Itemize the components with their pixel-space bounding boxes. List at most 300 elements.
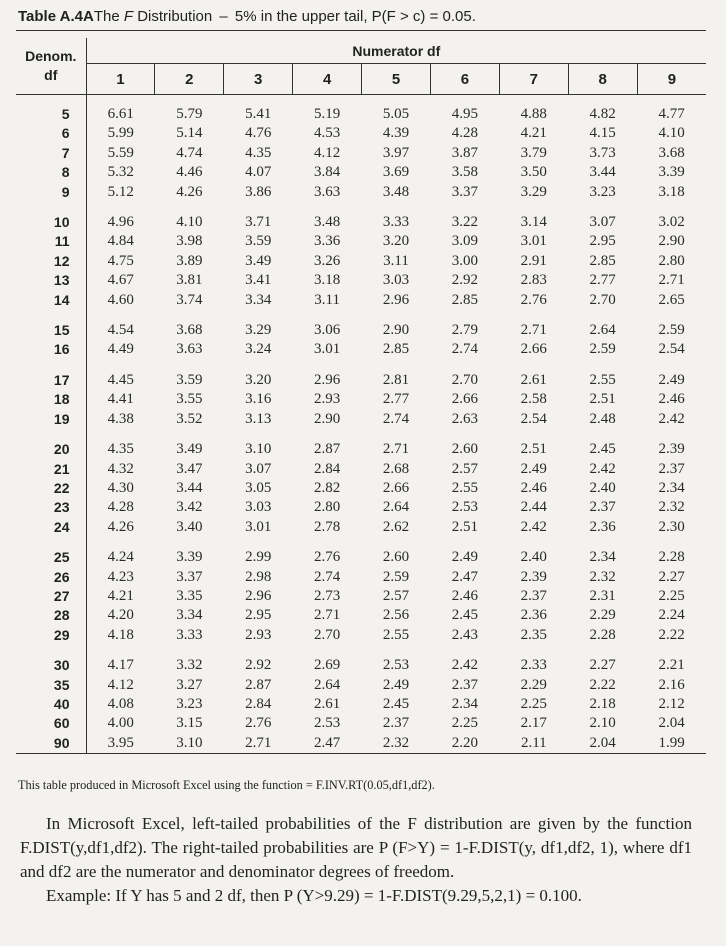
critical-value-cell: 2.98 [245,568,272,585]
critical-value-cell: 2.65 [658,291,685,308]
title-text-a: The [93,8,124,25]
table-row [16,124,706,143]
critical-value-cell: 2.45 [451,607,479,624]
critical-value-cell: 2.90 [313,410,341,427]
critical-value-cell: 2.04 [589,734,616,751]
critical-value-cell: 2.36 [589,518,616,535]
critical-value-cell: 2.25 [451,715,479,732]
numerator-df-col-6: 6 [430,64,499,95]
critical-value-cell: 4.12 [107,676,134,693]
denom-df-cell: 29 [16,626,86,645]
denom-df-cell: 28 [16,606,86,625]
f-distribution-table [16,38,706,756]
critical-value-cell: 4.35 [245,144,272,161]
critical-value-cell: 2.90 [382,322,410,339]
critical-value-cell: 2.42 [658,410,685,427]
denom-df-cell: 19 [16,410,86,429]
critical-value-cell: 2.59 [382,568,410,585]
critical-value-cell: 3.89 [176,252,203,269]
critical-value-cell: 2.40 [589,479,616,496]
table-row [16,695,706,714]
critical-value-cell: 2.70 [589,291,616,308]
critical-value-cell: 2.77 [589,272,616,289]
critical-value-cell: 3.42 [176,499,203,516]
critical-value-cell: 2.58 [520,391,547,408]
critical-value-cell: 2.27 [658,568,685,585]
critical-value-cell: 2.11 [520,734,547,751]
critical-value-cell: 5.79 [176,106,203,122]
critical-value-cell: 2.74 [451,341,479,358]
critical-value-cell: 3.63 [176,341,203,358]
denom-df-cell: 9 [16,183,86,202]
denom-df-cell: 10 [16,213,86,232]
critical-value-cell: 4.67 [107,272,134,289]
critical-value-cell: 4.26 [107,518,134,535]
critical-value-cell: 2.76 [520,291,547,308]
critical-value-cell: 3.20 [382,233,410,250]
table-row [16,498,706,517]
critical-value-cell: 2.85 [382,341,410,358]
critical-value-cell: 2.66 [520,341,547,358]
numerator-df-header: Numerator df [352,42,441,59]
critical-value-cell: 3.22 [451,214,479,231]
critical-value-cell: 3.97 [382,144,410,161]
critical-value-cell: 2.70 [313,626,341,643]
critical-value-cell: 3.95 [107,734,134,751]
critical-value-cell: 2.87 [245,676,272,693]
critical-value-cell: 2.18 [589,695,616,712]
critical-value-cell: 3.01 [245,518,272,535]
critical-value-cell: 3.23 [176,695,203,712]
critical-value-cell: 3.06 [313,322,341,339]
critical-value-cell: 2.61 [520,371,547,388]
critical-value-cell: 2.29 [520,676,547,693]
table-row [16,518,706,537]
critical-value-cell: 4.96 [107,214,134,231]
table-label: Table A.4A [18,8,94,25]
denom-df-cell: 27 [16,587,86,606]
critical-value-cell: 2.96 [313,371,341,388]
critical-value-cell: 2.25 [520,695,547,712]
critical-value-cell: 2.61 [313,695,341,712]
critical-value-cell: 4.32 [107,460,134,477]
critical-value-cell: 2.73 [313,587,341,604]
table-row [16,656,706,675]
critical-value-cell: 4.45 [107,371,134,388]
critical-value-cell: 3.49 [245,252,272,269]
critical-value-cell: 4.53 [313,125,341,142]
critical-value-cell: 4.12 [313,144,341,161]
critical-value-cell: 2.74 [382,410,410,427]
critical-value-cell: 3.87 [451,144,479,161]
critical-value-cell: 2.90 [658,233,685,250]
critical-value-cell: 3.16 [245,391,272,408]
critical-value-cell: 2.21 [658,657,685,674]
critical-value-cell: 2.31 [589,587,616,604]
critical-value-cell: 2.64 [382,499,410,516]
table-row [16,548,706,567]
title-rule [16,30,706,31]
critical-value-cell: 3.59 [176,371,203,388]
critical-value-cell: 4.26 [176,183,203,200]
critical-value-cell: 3.20 [245,371,272,388]
critical-value-cell: 3.00 [451,252,479,269]
table-row [16,371,706,390]
critical-value-cell: 2.49 [520,460,547,477]
critical-value-cell: 2.66 [382,479,410,496]
critical-value-cell: 2.87 [313,441,341,458]
denom-df-cell: 18 [16,390,86,409]
critical-value-cell: 3.39 [176,549,203,566]
critical-value-cell: 3.18 [658,183,685,200]
critical-value-cell: 2.49 [451,549,479,566]
numerator-df-col-5: 5 [362,64,431,95]
critical-value-cell: 3.37 [451,183,479,200]
critical-value-cell: 3.05 [245,479,272,496]
denom-df-label: df [44,67,58,83]
critical-value-cell: 4.38 [107,410,134,427]
critical-value-cell: 4.00 [107,715,134,732]
critical-value-cell: 2.47 [451,568,479,585]
critical-value-cell: 2.51 [589,391,616,408]
critical-value-cell: 2.27 [589,657,616,674]
critical-value-cell: 2.82 [313,479,341,496]
critical-value-cell: 2.22 [658,626,685,643]
critical-value-cell: 5.19 [313,106,341,122]
critical-value-cell: 3.18 [313,272,341,289]
critical-value-cell: 4.60 [107,291,134,308]
critical-value-cell: 3.73 [589,144,616,161]
critical-value-cell: 4.35 [107,441,134,458]
denom-df-cell: 17 [16,371,86,390]
critical-value-cell: 3.52 [176,410,203,427]
group-spacer [16,537,706,548]
critical-value-cell: 2.34 [451,695,479,712]
denom-df-cell: 22 [16,479,86,498]
critical-value-cell: 2.36 [520,607,547,624]
critical-value-cell: 2.46 [520,479,547,496]
critical-value-cell: 2.84 [313,460,341,477]
table-bottom-rule [16,754,706,757]
critical-value-cell: 2.64 [589,322,616,339]
critical-value-cell: 5.12 [107,183,134,200]
critical-value-cell: 5.05 [382,106,410,122]
table-row [16,410,706,429]
critical-value-cell: 2.76 [313,549,341,566]
critical-value-cell: 2.32 [658,499,685,516]
critical-value-cell: 3.55 [176,391,203,408]
critical-value-cell: 2.04 [658,715,685,732]
critical-value-cell: 4.10 [658,125,685,142]
critical-value-cell: 2.37 [451,676,479,693]
critical-value-cell: 5.32 [107,164,134,181]
denom-df-header [16,38,86,95]
critical-value-cell: 2.53 [382,657,410,674]
table-row [16,440,706,459]
critical-value-cell: 2.83 [520,272,547,289]
table-row [16,271,706,290]
critical-value-cell: 3.86 [245,183,272,200]
critical-value-cell: 2.91 [520,252,547,269]
critical-value-cell: 2.34 [589,549,616,566]
critical-value-cell: 2.79 [451,322,479,339]
table-row [16,460,706,479]
critical-value-cell: 2.33 [520,657,547,674]
critical-value-cell: 4.21 [107,587,134,604]
group-spacer [16,645,706,656]
denom-df-cell: 30 [16,656,86,675]
critical-value-cell: 3.03 [382,272,410,289]
numerator-df-col-3: 3 [224,64,293,95]
denom-df-cell: 12 [16,252,86,271]
critical-value-cell: 2.49 [658,371,685,388]
critical-value-cell: 2.20 [451,734,479,751]
critical-value-cell: 2.39 [520,568,547,585]
critical-value-cell: 2.68 [382,460,410,477]
critical-value-cell: 3.09 [451,233,479,250]
critical-value-cell: 3.34 [245,291,272,308]
critical-value-cell: 3.29 [520,183,547,200]
denom-df-cell: 15 [16,321,86,340]
critical-value-cell: 3.74 [176,291,203,308]
critical-value-cell: 2.57 [451,460,479,477]
critical-value-cell: 2.48 [589,410,616,427]
critical-value-cell: 2.60 [382,549,410,566]
critical-value-cell: 2.69 [313,657,341,674]
critical-value-cell: 5.59 [107,144,134,161]
critical-value-cell: 3.68 [176,322,203,339]
denom-df-cell: 14 [16,291,86,310]
table-title [18,8,476,25]
critical-value-cell: 3.11 [314,291,340,308]
title-f-italic: F [123,8,134,25]
critical-value-cell: 2.71 [313,607,341,624]
critical-value-cell: 2.12 [658,695,685,712]
critical-value-cell: 3.32 [176,657,203,674]
critical-value-cell: 2.54 [520,410,547,427]
denom-df-cell: 21 [16,460,86,479]
denom-df-cell: 40 [16,695,86,714]
denom-df-cell: 13 [16,271,86,290]
critical-value-cell: 2.66 [451,391,479,408]
critical-value-cell: 3.58 [451,164,479,181]
denom-df-cell: 35 [16,676,86,695]
table-row [16,734,706,754]
denom-df-cell: 11 [16,232,86,251]
critical-value-cell: 2.17 [520,715,547,732]
critical-value-cell: 3.48 [313,214,341,231]
critical-value-cell: 4.95 [451,106,479,122]
critical-value-cell: 3.50 [520,164,547,181]
critical-value-cell: 2.37 [382,715,410,732]
critical-value-cell: 3.68 [658,144,685,161]
table-row [16,183,706,202]
critical-value-cell: 3.63 [313,183,341,200]
critical-value-cell: 2.53 [451,499,479,516]
group-spacer [16,95,706,106]
critical-value-cell: 4.24 [107,549,134,566]
critical-value-cell: 2.40 [520,549,547,566]
critical-value-cell: 2.53 [313,715,341,732]
critical-value-cell: 3.27 [176,676,203,693]
critical-value-cell: 4.23 [107,568,134,585]
critical-value-cell: 2.64 [313,676,341,693]
table-row [16,291,706,310]
critical-value-cell: 4.10 [176,214,203,231]
critical-value-cell: 4.28 [107,499,134,516]
critical-value-cell: 2.37 [520,587,547,604]
critical-value-cell: 2.96 [245,587,272,604]
denom-df-cell: 90 [16,734,86,754]
critical-value-cell: 3.39 [658,164,685,181]
critical-value-cell: 2.96 [382,291,410,308]
critical-value-cell: 3.11 [383,252,409,269]
critical-value-cell: 5.14 [176,125,203,142]
critical-value-cell: 3.07 [589,214,616,231]
table-row [16,340,706,359]
critical-value-cell: 3.35 [176,587,203,604]
critical-value-cell: 2.56 [382,607,410,624]
critical-value-cell: 3.10 [176,734,203,751]
numerator-df-col-7: 7 [499,64,568,95]
critical-value-cell: 2.76 [245,715,272,732]
critical-value-cell: 5.99 [107,125,134,142]
denom-label: Denom. [25,48,77,64]
numerator-df-col-4: 4 [293,64,362,95]
critical-value-cell: 2.92 [245,657,272,674]
critical-value-cell: 2.39 [658,441,685,458]
critical-value-cell: 3.23 [589,183,616,200]
critical-value-cell: 2.74 [313,568,341,585]
critical-value-cell: 3.69 [382,164,410,181]
denom-df-cell: 20 [16,440,86,459]
critical-value-cell: 4.84 [107,233,134,250]
critical-value-cell: 3.79 [520,144,547,161]
critical-value-cell: 2.57 [382,587,410,604]
critical-value-cell: 3.33 [382,214,410,231]
group-spacer [16,310,706,321]
critical-value-cell: 2.51 [520,441,547,458]
critical-value-cell: 2.35 [520,626,547,643]
critical-value-cell: 2.44 [520,499,547,516]
critical-value-cell: 2.71 [245,734,272,751]
critical-value-cell: 2.85 [589,252,616,269]
critical-value-cell: 2.84 [245,695,272,712]
critical-value-cell: 2.34 [658,479,685,496]
critical-value-cell: 2.60 [451,441,479,458]
critical-value-cell: 3.84 [313,164,341,181]
critical-value-cell: 3.03 [245,499,272,516]
numerator-df-col-9: 9 [637,64,706,95]
critical-value-cell: 3.36 [313,233,341,250]
critical-value-cell: 4.54 [107,322,134,339]
critical-value-cell: 3.47 [176,460,203,477]
critical-value-cell: 4.39 [382,125,410,142]
table-row [16,390,706,409]
critical-value-cell: 2.32 [589,568,616,585]
paragraph-example: Example: If Y has 5 and 2 df, then P (Y>9.29) = 1-F.DIST(9.29,5,2,1) = 0.100. [46,886,582,905]
critical-value-cell: 2.93 [245,626,272,643]
table-row [16,626,706,645]
critical-value-cell: 2.59 [589,341,616,358]
critical-value-cell: 5.41 [245,106,272,122]
critical-value-cell: 2.95 [245,607,272,624]
critical-value-cell: 3.13 [245,410,272,427]
critical-value-cell: 2.95 [589,233,616,250]
critical-value-cell: 3.01 [313,341,341,358]
critical-value-cell: 2.43 [451,626,479,643]
critical-value-cell: 2.37 [589,499,616,516]
critical-value-cell: 2.85 [451,291,479,308]
critical-value-cell: 2.54 [658,341,685,358]
explanation-text [20,812,692,908]
critical-value-cell: 2.92 [451,272,479,289]
critical-value-cell: 3.10 [245,441,272,458]
critical-value-cell: 2.55 [589,371,616,388]
critical-value-cell: 2.25 [658,587,685,604]
critical-value-cell: 4.30 [107,479,134,496]
critical-value-cell: 2.29 [589,607,616,624]
critical-value-cell: 4.76 [245,125,272,142]
table-row [16,252,706,271]
critical-value-cell: 3.71 [245,214,272,231]
critical-value-cell: 2.70 [451,371,479,388]
critical-value-cell: 2.47 [313,734,341,751]
critical-value-cell: 2.93 [313,391,341,408]
critical-value-cell: 3.59 [245,233,272,250]
table-row [16,213,706,232]
critical-value-cell: 2.71 [382,441,410,458]
critical-value-cell: 2.81 [382,371,410,388]
numerator-df-col-8: 8 [568,64,637,95]
critical-value-cell: 3.44 [589,164,616,181]
table-row [16,568,706,587]
critical-value-cell: 4.88 [520,106,547,122]
critical-value-cell: 2.80 [658,252,685,269]
critical-value-cell: 3.44 [176,479,203,496]
group-spacer [16,429,706,440]
table-footnote: This table produced in Microsoft Excel using the function = F.INV.RT(0.05,df1,df2). [18,778,435,792]
group-spacer [16,202,706,213]
critical-value-cell: 4.20 [107,607,134,624]
critical-value-cell: 2.28 [658,549,685,566]
table-row [16,105,706,124]
critical-value-cell: 3.81 [176,272,203,289]
critical-value-cell: 4.17 [107,657,134,674]
critical-value-cell: 2.77 [382,391,410,408]
denom-df-cell: 26 [16,568,86,587]
table-row [16,163,706,182]
critical-value-cell: 2.45 [382,695,410,712]
critical-value-cell: 2.80 [313,499,341,516]
critical-value-cell: 2.42 [451,657,479,674]
critical-value-cell: 3.49 [176,441,203,458]
critical-value-cell: 3.33 [176,626,203,643]
critical-value-cell: 2.28 [589,626,616,643]
table-row [16,144,706,163]
numerator-df-col-2: 2 [155,64,224,95]
critical-value-cell: 4.46 [176,164,203,181]
critical-value-cell: 2.37 [658,460,685,477]
critical-value-cell: 2.24 [658,607,685,624]
critical-value-cell: 3.24 [245,341,272,358]
critical-value-cell: 2.62 [382,518,410,535]
table-row [16,676,706,695]
critical-value-cell: 2.42 [589,460,616,477]
critical-value-cell: 4.18 [107,626,134,643]
table-row [16,587,706,606]
critical-value-cell: 2.16 [658,676,685,693]
